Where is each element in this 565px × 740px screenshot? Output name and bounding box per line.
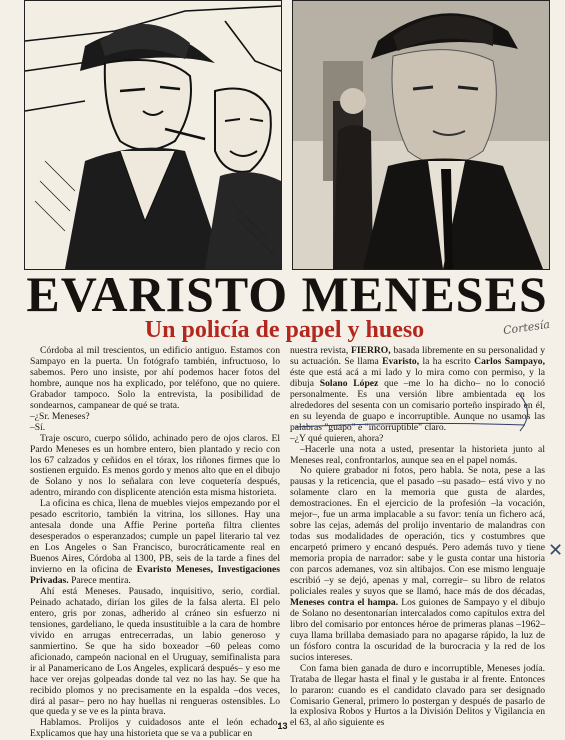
paragraph: Con fama bien ganada de duro e incorruptible, Meneses jodía. Trataba de llegar hasta el final y le gustaba ir al frente. Entonces lo pararon: cuando es el candidato clavado para ser designado Comisario General, primero lo postergan y después de pasarlo de la explosiva Robos y Hurtos a la División Delitos y Vigilancia en el 63, al año siguiente es: [290, 662, 545, 729]
article-title: EVARISTO MENESES: [26, 266, 548, 322]
paragraph: nuestra revista, FIERRO, basada libremente en su personalidad y su actuación. Se llama Evaristo, la ha escrito Carlos Sampayo, éste que está acá a mi lado y lo mira como con permiso, y la dibuja Solano López que –me lo ha dicho– no lo conoció personalmente. Es una versión libre ambientada en los alrededores del sesenta con un comisario porteño inspirado en él, en su leyenda de guapo e incorruptible. Aunque no usamos las palabras "guapo" e "incorruptible" claro.: [290, 345, 545, 433]
paragraph: –Sí.: [30, 421, 46, 433]
paragraph: No quiere grabador ni fotos, pero habla. Se nota, pese a las pausas y la reticencia, que el pasado –su pasado– está vivo y no solamente claro en la memoria que gusta de alardes, demostraciones. En el ejercicio de la profesión –la vocación, mejor–, fue un arma implacable a su favor: tenía un fichero acá, sobre las cejas, además del prolijo inventario de malandras con todas sus modalidades de operación, tics y costumbres que encarpetó primero y encanó después. Pero además tuvo y tiene memoria propia de narrador: sabe y le gusta contar una historia con parcos ademanes, voz sin altibajos. Con ese mismo lenguaje escribió –y se dejó, apenas y mal, corregir– su libro de relatos policiales reales y suyos que se llamó, hace más de dos décadas, Meneses contra el hampa. Los guiones de Sampayo y el dibujo de Solano no desentonarían intercalados como capítulos extra del libro del comisario por entonces héroe de primeras planas –1962– cuya llama brillaba demasiado para no apagarse rápido, la luz de un fósforo contra la oscuridad de la burocracia y la red de los sucios intereses.: [290, 465, 545, 663]
paragraph: La oficina es chica, llena de muebles viejos empezando por el pesado escritorio, también la vitrina, los sillones. Hay una antesala donde una Affie Perine porteña filtra clientes desesperados o esperanzados; cumple un papel literario tal vez en Los Angeles o San Francisco, burocráticamente real en Buenos Aires, Córdoba al 1300, PB, seis de la tarde a fines del invierno en la oficina de Evaristo Meneses, Investigaciones Privadas. Parece mentira.: [30, 498, 280, 587]
paragraph: Córdoba al mil trescientos, un edificio antiguo. Estamos con Sampayo en la puerta. Un fotógrafo también, infructuoso, lo sabemos. Pero uno insiste, por ahí podemos hacer fotos del hombre, aunque nos ha explicado, por teléfono, que no quiere. Grabador tampoco. Solo la entrevista, la posibilidad de sondearnos, campanear de qué se trata.: [30, 345, 280, 411]
comic-illustration: [24, 0, 282, 270]
paragraph: –¿Y qué quieren, ahora?: [290, 432, 384, 444]
text-column-left: [30, 345, 280, 740]
paragraph: –Hacerle una nota a usted, presentar la historieta junto al Meneses real, confrontarlos, aunque sea en el papel nomás.: [290, 443, 545, 466]
pen-x-mark: ✕: [548, 540, 564, 561]
paragraph: Hablamos. Prolijos y cuidadosos ante el león echado. Explicamos que hay una historieta que se va a publicar en: [30, 717, 280, 740]
portrait-photo: [292, 0, 550, 270]
handwritten-note: Cortesía: [502, 317, 551, 338]
paragraph: –¿Sr. Meneses?: [30, 410, 90, 422]
article-subtitle: Un policía de papel y hueso: [144, 317, 425, 343]
page-number: 13: [277, 721, 288, 731]
paragraph: Ahí está Meneses. Pausado, inquisitivo, serio, cordial. Peinado achatado, dirían los giles de la falsa alerta. El pelo entero, gris por zonas, adherido al cráneo sin esfuerzo ni tensiones, gardeliano, le queda insustituible a la cara de hombre vivido en arrugas entrecerradas, un labio generoso y sanmiertino. Se que ha sido boxeador –60 peleas como aficionado, campeón nacional en el Uruguay, semifinalista para ir al Panamericano de Los Angeles, explicará después– y eso me hace ver orejas golpeadas donde tal vez no las hay. Se que ha recibido plomos y no precisamente en la espalda –dos veces, dirá al pasar– pero no hay huellas ni rengueras ostensibles. Lo que queda y se ve es la pinta brava.: [30, 585, 280, 718]
paragraph: Traje oscuro, cuerpo sólido, achinado pero de ojos claros. El Pardo Meneses es un hombre entero, bien plantado y recio con los 67 calzados y ceñidos en el tórax, los riñones firmes que lo sostienen erguido. Es menos gordo y menos alto que en el dibujo de Solano y nos lo señalara con leve coquetería después, adentro, mirando con displicente atención esta misma historieta.: [30, 432, 280, 499]
text-column-right: [290, 345, 545, 729]
